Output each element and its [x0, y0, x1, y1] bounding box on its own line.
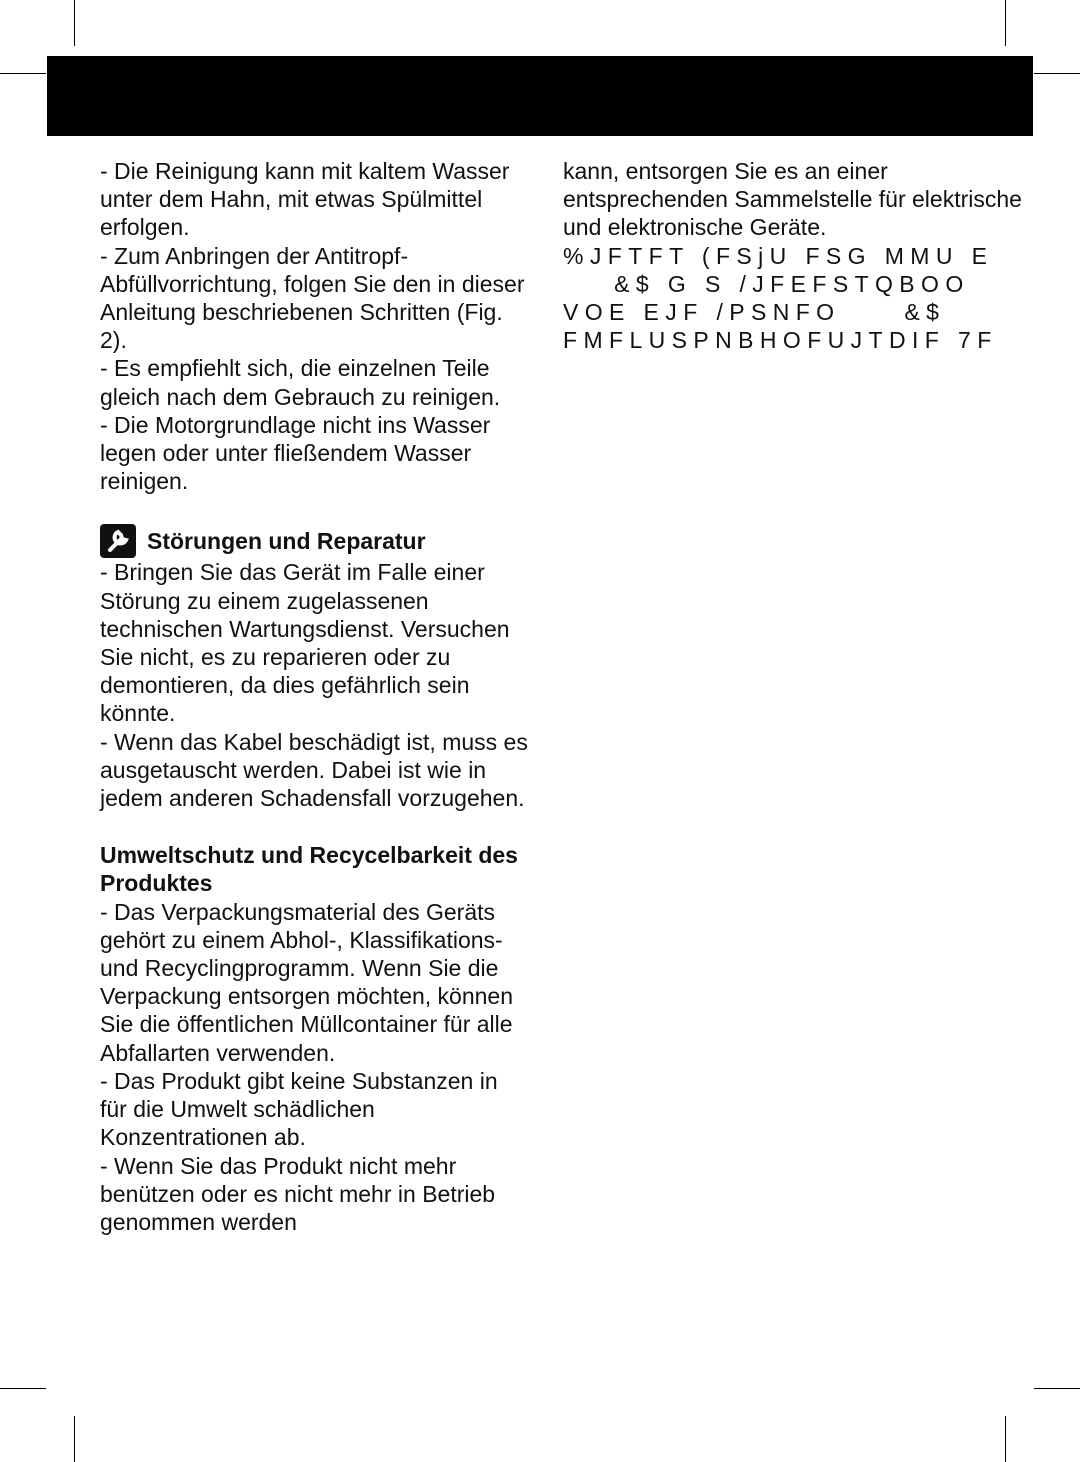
paragraph-environment-disposal: - Wenn Sie das Produkt nicht mehr benützen oder es nicht mehr in Betrieb genommen werden: [100, 1152, 496, 1235]
crop-mark: [1034, 73, 1080, 74]
crop-mark: [1034, 1388, 1080, 1389]
paragraph-disposal-continuation: kann, entsorgen Sie es an einer entsprechenden Sammelstelle für elektrische und elektronische Geräte.: [563, 158, 1022, 241]
repair-title: Störungen und Reparatur: [147, 528, 426, 555]
crop-mark: [0, 1388, 46, 1389]
crop-mark: [1005, 0, 1006, 46]
paragraph-environment-substances: - Das Produkt gibt keine Substanzen in für die Umwelt schädlichen Konzentrationen ab.: [100, 1067, 498, 1151]
crop-mark: [74, 1416, 75, 1462]
garbled-line: FMFLUSPNBHOFUJTDIF 7F: [563, 327, 998, 354]
garbled-line: &$ G S /JFEFSTQBOO: [563, 270, 970, 297]
wrench-icon: [100, 524, 136, 558]
paragraph-cleaning-water: - Die Reinigung kann mit kaltem Wasser unter dem Hahn, mit etwas Spülmittel erfolgen.: [100, 158, 510, 241]
paragraph-cleaning-antidrip: - Zum Anbringen der Antitropf-Abfüllvorrichtung, folgen Sie den in dieser Anleitung beschriebenen Schritten (Fig. 2).: [100, 242, 525, 354]
section-title-repair: [100, 524, 530, 558]
left-column: [100, 157, 530, 1236]
paragraph-cleaning-after-use: - Es empfiehlt sich, die einzelnen Teile gleich nach dem Gebrauch zu reinigen.: [100, 355, 501, 410]
crop-mark: [74, 0, 75, 46]
crop-mark: [1005, 1416, 1006, 1462]
right-column: [563, 157, 1033, 354]
garbled-line: VOE EJF /PSNFO &$: [563, 299, 946, 326]
paragraph-environment-packaging: - Das Verpackungsmaterial des Geräts gehört zu einem Abhol-, Klassifikations- und Recyclingprogramm. Wenn Sie die Verpackung entsorgen möchten, können Sie die öffentlichen Müllcontainer für alle Abfallarten verwenden.: [100, 898, 514, 1066]
paragraph-repair-service: - Bringen Sie das Gerät im Falle einer Störung zu einem zugelassenen technischen Wartungsdienst. Versuchen Sie nicht, es zu reparieren oder zu demontieren, da dies gefährlich sein könnte.: [100, 559, 510, 727]
environment-title: Umweltschutz und Recycelbarkeit des Produktes: [100, 842, 518, 897]
paragraph-repair-cable: - Wenn das Kabel beschädigt ist, muss es ausgetauscht werden. Dabei ist wie in jedem anderen Schadensfall vorzugehen.: [100, 728, 528, 812]
paragraph-cleaning-motor-base: - Die Motorgrundlage nicht ins Wasser legen oder unter fließendem Wasser reinigen.: [100, 411, 491, 495]
garbled-line: %JFTFT (FSjU FSG MMU E: [563, 242, 994, 269]
crop-mark: [0, 73, 46, 74]
header-bar: [47, 56, 1033, 136]
